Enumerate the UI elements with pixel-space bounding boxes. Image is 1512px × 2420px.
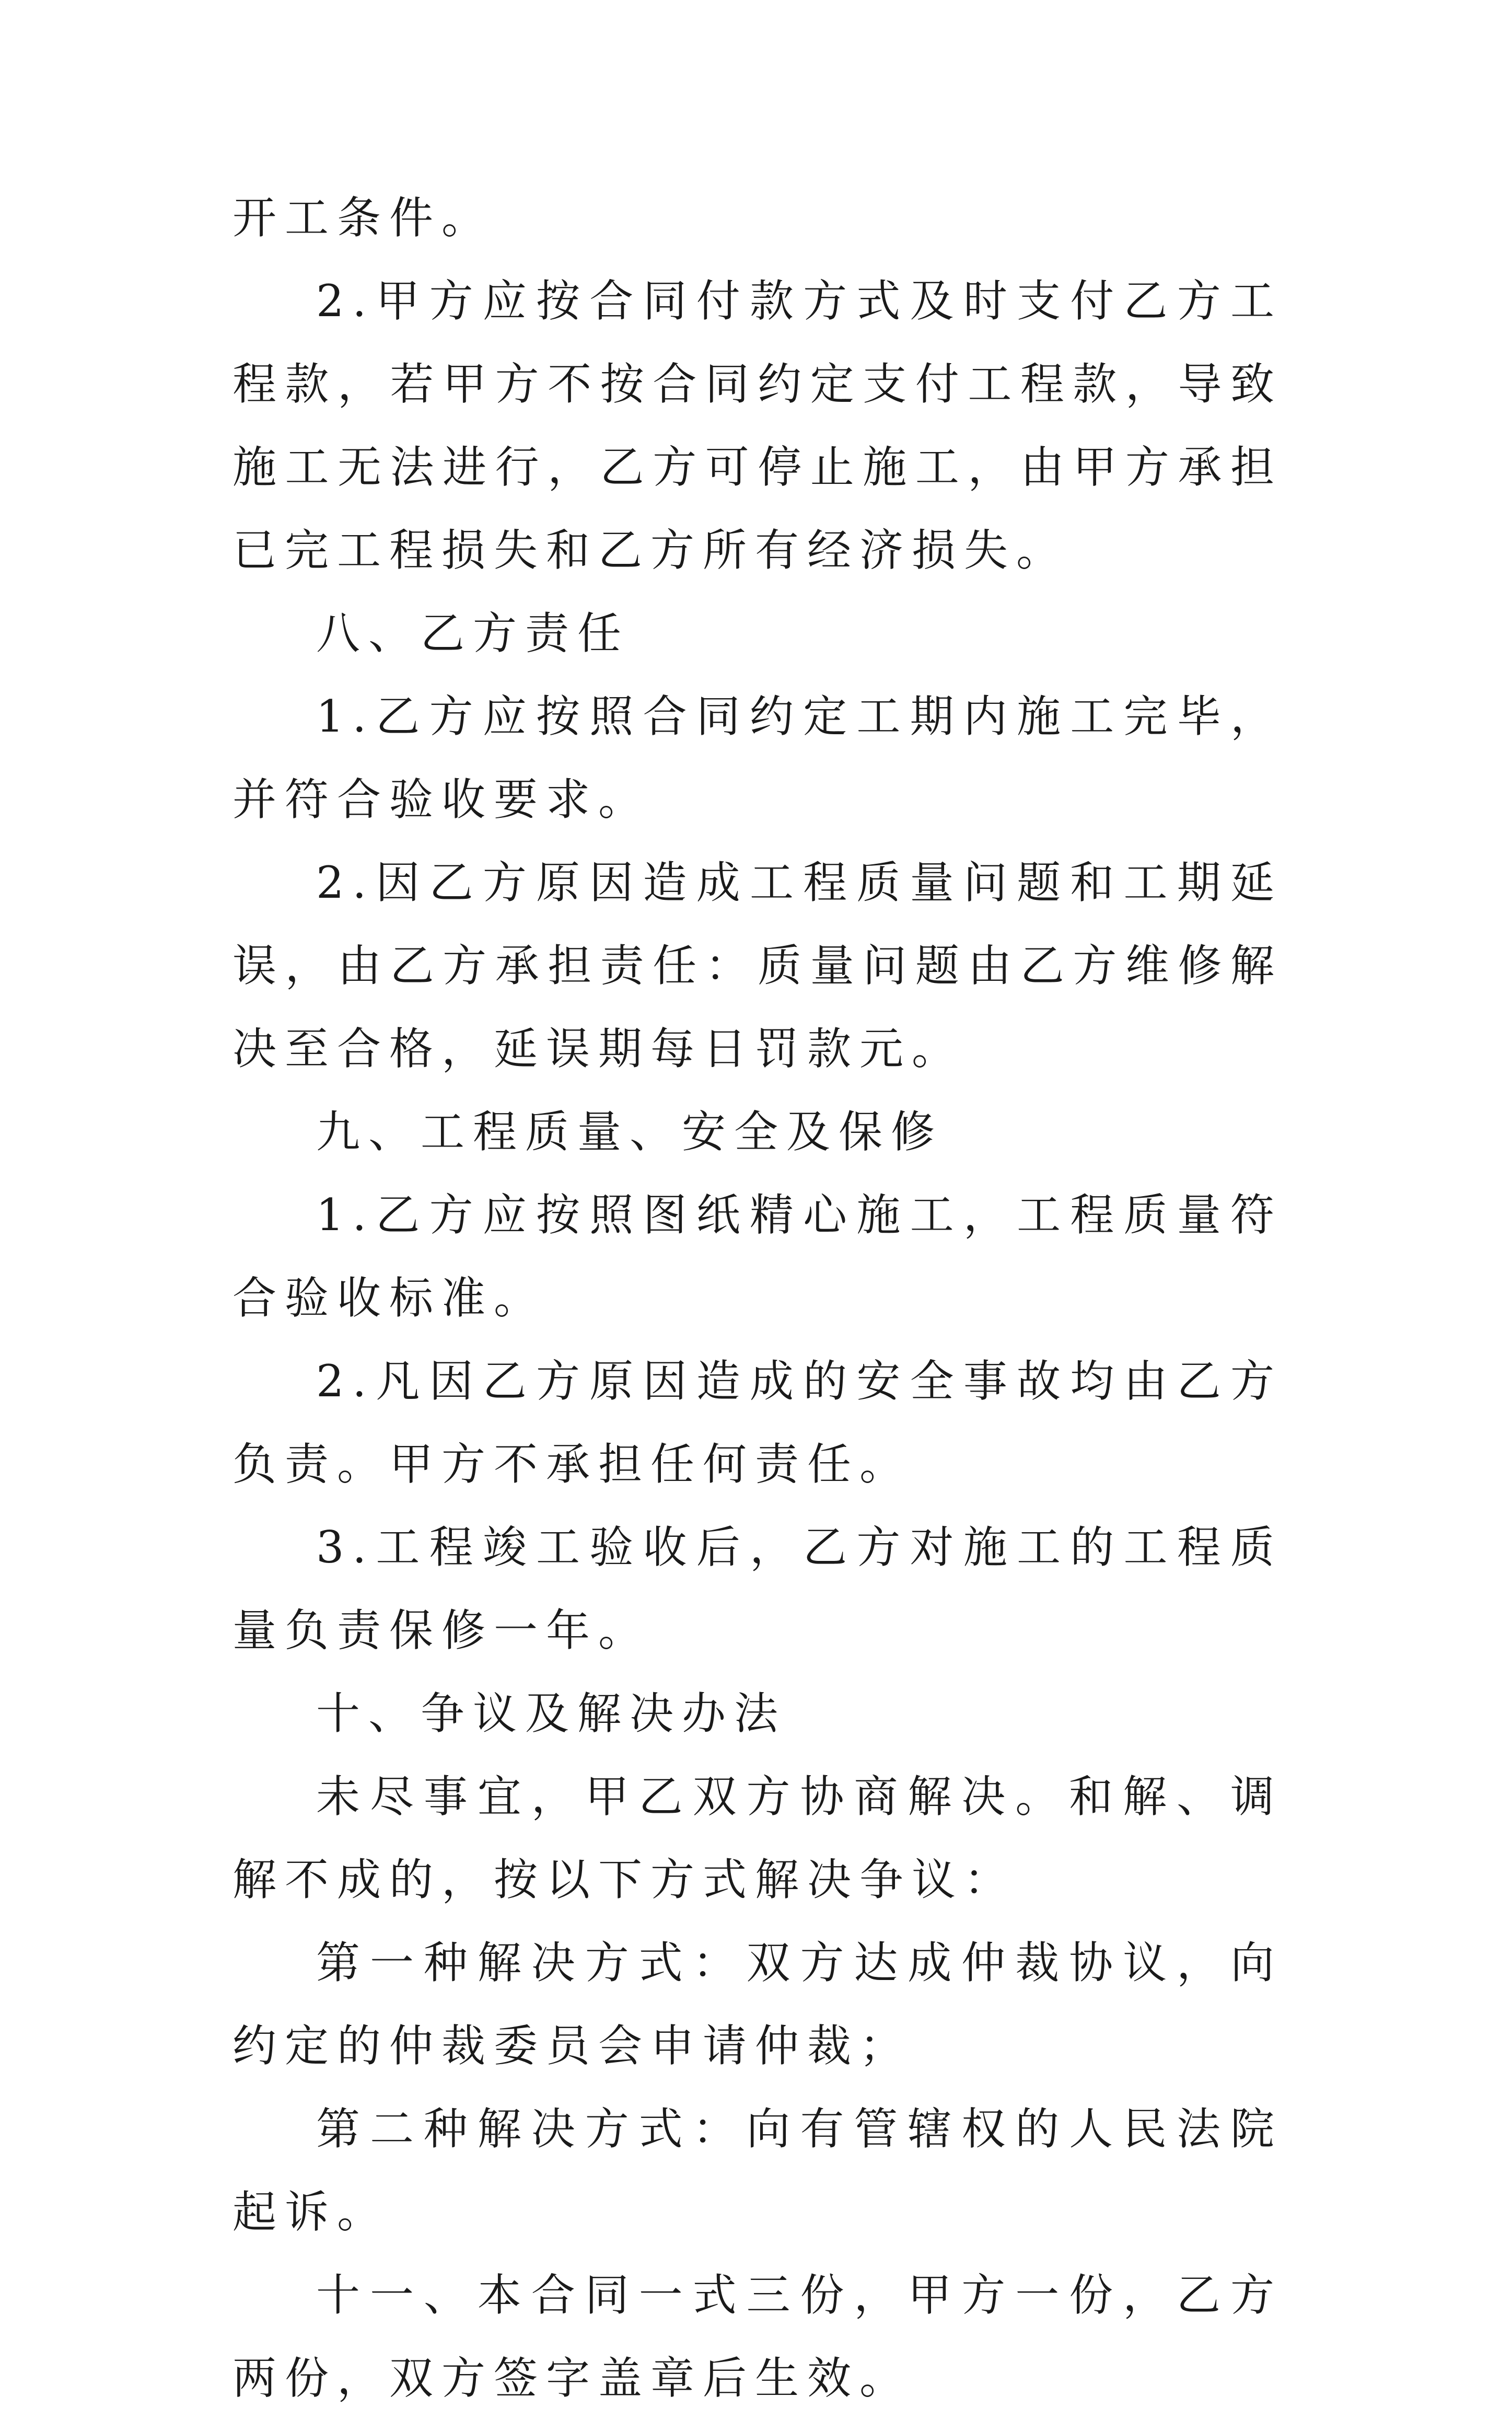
paragraph-dispute-intro: 未尽事宜，甲乙双方协商解决。和解、调解不成的，按以下方式解决争议： — [232, 1771, 1283, 1905]
paragraph-clause-7-2: 2.甲方应按合同付款方式及时支付乙方工程款，若甲方不按合同约定支付工程款，导致施工无法进行，乙方可停止施工，由甲方承担已完工程损失和乙方所有经济损失。 — [232, 275, 1283, 576]
document-body — [232, 177, 1283, 2420]
paragraph-continuation: 开工条件。 — [232, 192, 494, 244]
paragraph-dispute-option-2: 第二种解决方式：向有管辖权的人民法院起诉。 — [232, 2103, 1283, 2238]
paragraph-clause-9-3: 3.工程竣工验收后，乙方对施工的工程质量负责保修一年。 — [232, 1522, 1283, 1656]
paragraph-dispute-option-1: 第一种解决方式：双方达成仲裁协议，向约定的仲裁委员会申请仲裁； — [232, 1937, 1283, 2071]
paragraph-clause-9-2: 2.凡因乙方原因造成的安全事故均由乙方负责。甲方不承担任何责任。 — [232, 1356, 1283, 1490]
paragraph-clause-8-1: 1.乙方应按照合同约定工期内施工完毕，并符合验收要求。 — [232, 691, 1283, 825]
section-heading-9: 九、工程质量、安全及保修 — [316, 1106, 944, 1157]
paragraph-clause-9-1: 1.乙方应按照图纸精心施工，工程质量符合验收标准。 — [232, 1189, 1283, 1324]
section-heading-10: 十、争议及解决办法 — [316, 1688, 787, 1739]
paragraph-clause-8-2: 2.因乙方原因造成工程质量问题和工期延误，由乙方承担责任：质量问题由乙方维修解决至合格，延误期每日罚款元。 — [232, 857, 1283, 1074]
section-heading-11: 十一、本合同一式三份，甲方一份，乙方两份，双方签字盖章后生效。 — [232, 2270, 1283, 2404]
section-heading-8: 八、乙方责任 — [316, 608, 630, 659]
